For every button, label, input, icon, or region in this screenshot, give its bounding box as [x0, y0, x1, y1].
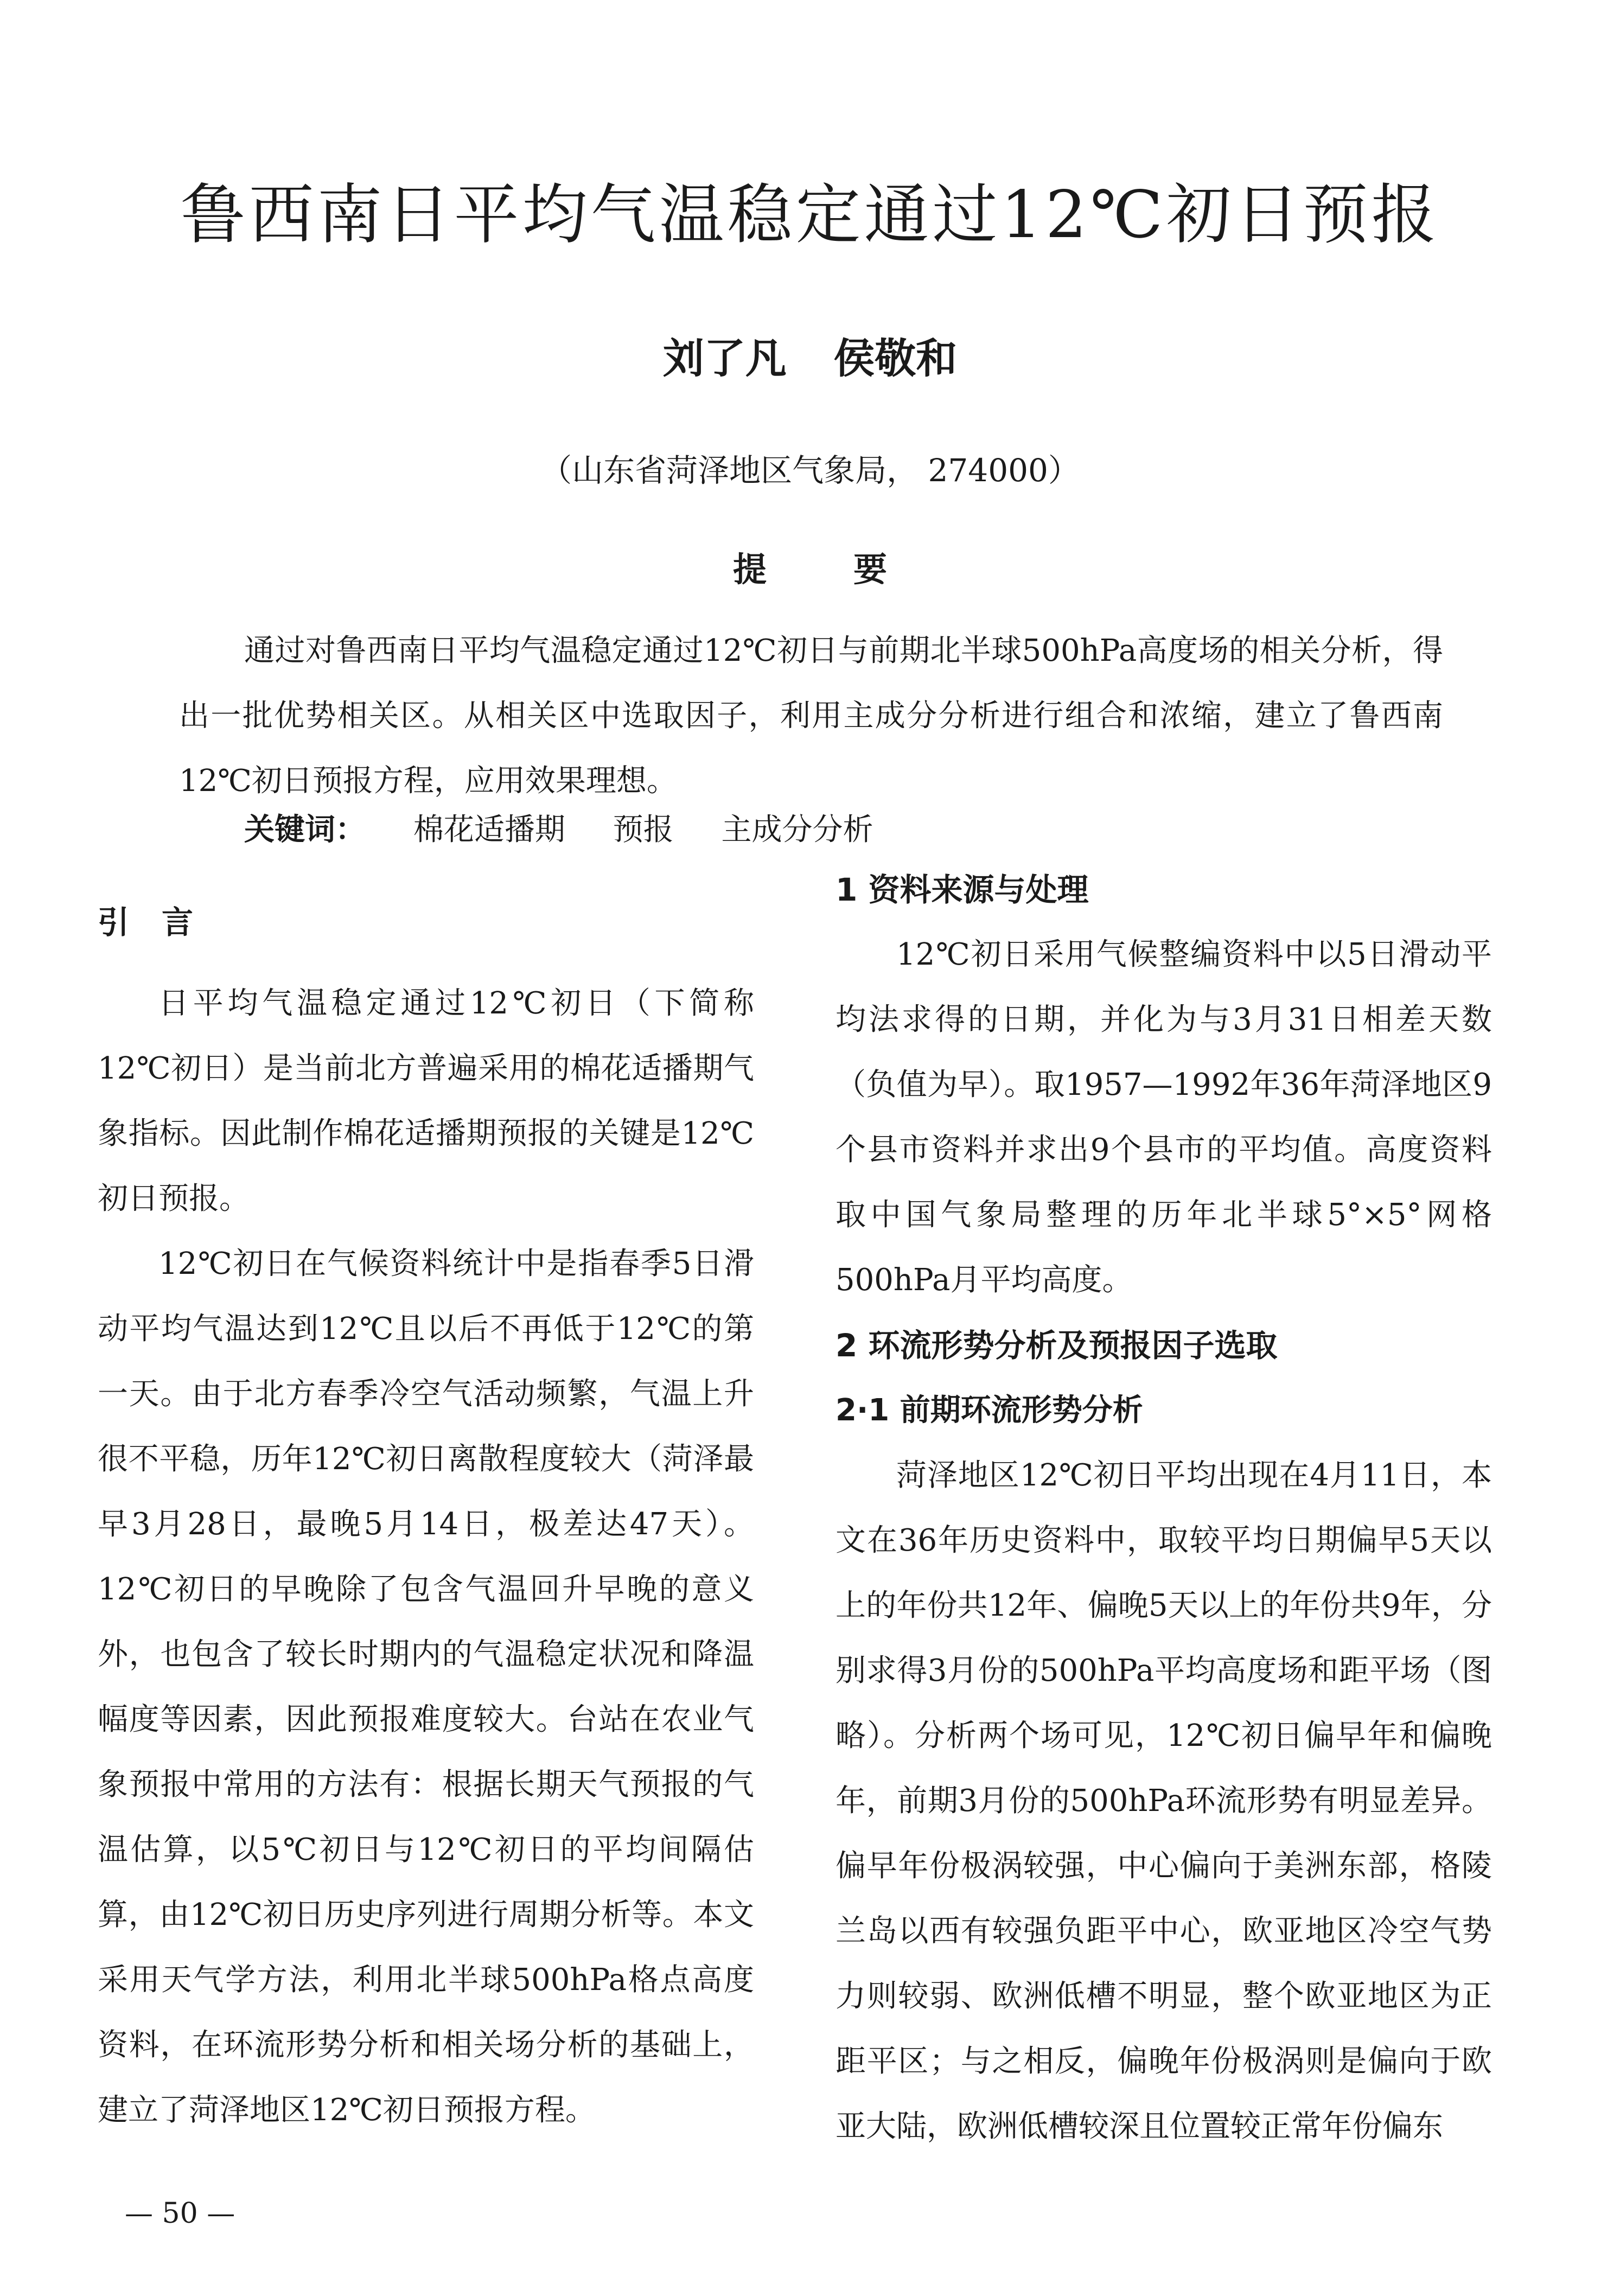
right-column	[835, 857, 1492, 2159]
page-number: — 50 —	[125, 2197, 235, 2230]
keyword-item: 棉花适播期	[413, 812, 565, 847]
section-1-heading: 1 资料来源与处理	[835, 871, 1089, 908]
section-2-1-paragraph: 菏泽地区12℃初日平均出现在4月11日，本文在36年历史资料中，取较平均日期偏早5天以上的年份共12年、偏晚5天以上的年份共9年，分别求得3月份的500hPa平均高度场和距平场（图略）。分析两个场可见，12℃初日偏早年和偏晚年，前期3月份的500hPa环流形势有明显差异。偏早年份极涡较强，中心偏向于美洲东部，格陵兰岛以西有较强负距平中心，欧亚地区冷空气势力则较弱、欧洲低槽不明显，整个欧亚地区为正距平区；与之相反，偏晚年份极涡则是偏向于欧亚大陆，欧洲低槽较深且位置较正常年份偏东	[835, 1458, 1492, 2144]
affiliation: （山东省菏泽地区气象局， 274000）	[540, 452, 1080, 489]
intro-paragraph-2: 12℃初日在气候资料统计中是指春季5日滑动平均气温达到12℃且以后不再低于12℃的第一天。由于北方春季冷空气活动频繁，气温上升很不平稳，历年12℃初日离散程度较大（菏泽最早3月28日，最晚5月14日，极差达47天）。12℃初日的早晚除了包含气温回升早晚的意义外，也包含了较长时期内的气温稳定状况和降温幅度等因素，因此预报难度较大。台站在农业气象预报中常用的方法有：根据长期天气预报的气温估算，以5℃初日与12℃初日的平均间隔估算，由12℃初日历史序列进行周期分析等。本文采用天气学方法，利用北半球500hPa格点高度资料，在环流形势分析和相关场分析的基础上，建立了菏泽地区12℃初日预报方程。	[98, 1246, 754, 2128]
authors: 刘了凡 侯敬和	[662, 334, 958, 382]
section-2-heading: 2 环流形势分析及预报因子选取	[835, 1327, 1278, 1364]
intro-paragraph-1: 日平均气温稳定通过12℃初日（下简称12℃初日）是当前北方普遍采用的棉花适播期气象指标。因此制作棉花适播期预报的关键是12℃初日预报。	[98, 986, 754, 1216]
section-2-1-heading: 2·1 前期环流形势分析	[835, 1393, 1143, 1428]
paper-title: 鲁西南日平均气温稳定通过12℃初日预报	[180, 177, 1440, 253]
left-column	[98, 890, 754, 2143]
abstract-heading: 提要	[732, 550, 974, 589]
keywords	[244, 808, 1438, 852]
section-1-paragraph: 12℃初日采用气候整编资料中以5日滑动平均法求得的日期，并化为与3月31日相差天数（负值为早）。取1957—1992年36年菏泽地区9个县市资料并求出9个县市的平均值。高度资料取中国气象局整理的历年北半球5°×5°网格500hPa月平均高度。	[835, 937, 1492, 1298]
keyword-item: 预报	[613, 812, 674, 847]
intro-heading: 引言	[98, 904, 226, 941]
abstract-text: 通过对鲁西南日平均气温稳定通过12℃初日与前期北半球500hPa高度场的相关分析，得出一批优势相关区。从相关区中选取因子，利用主成分分析进行组合和浓缩，建立了鲁西南12℃初日预报方程，应用效果理想。	[179, 633, 1443, 799]
keyword-item: 主成分分析	[721, 812, 873, 847]
keywords-label: 关键词：	[244, 812, 366, 847]
